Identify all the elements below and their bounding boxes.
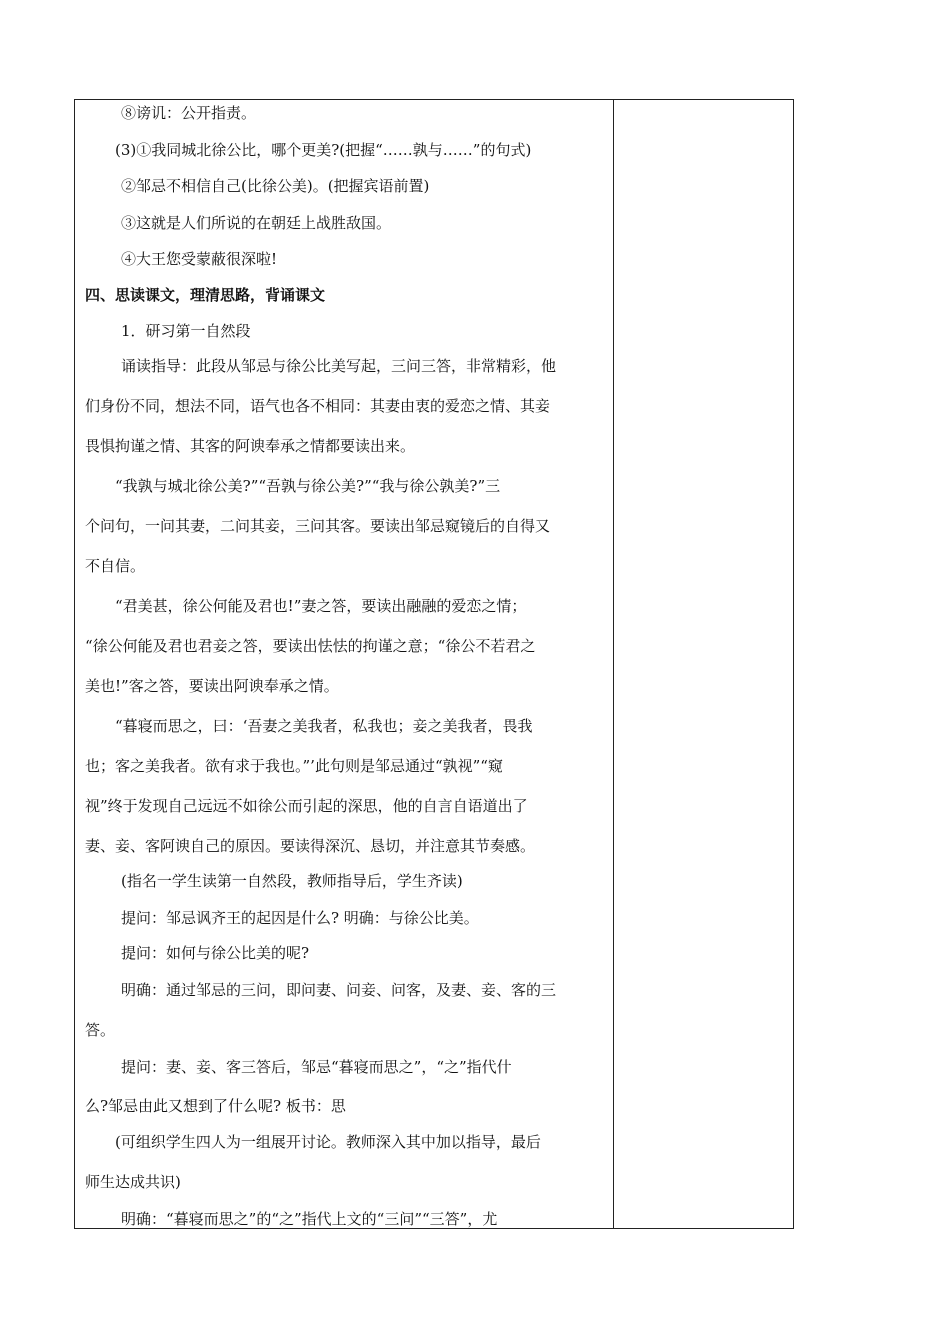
text-line: 明确：“暮寝而思之”的“之”指代上文的“三问”“三答”，尤 <box>121 1210 498 1228</box>
text-line: 答。 <box>85 1021 116 1039</box>
text-line: 1．研习第一自然段 <box>121 322 251 340</box>
lesson-table <box>74 99 794 1229</box>
column-divider <box>613 100 614 1228</box>
text-line: “君美甚，徐公何能及君也!”妻之答，要读出融融的爱恋之情； <box>115 597 527 615</box>
text-line: (指名一学生读第一自然段，教师指导后，学生齐读) <box>121 872 463 890</box>
text-line: “暮寝而思之，曰：‘吾妻之美我者，私我也；妾之美我者，畏我 <box>115 717 533 735</box>
text-line: 美也!”客之答，要读出阿谀奉承之情。 <box>85 677 339 695</box>
text-line: 么?邹忌由此又想到了什么呢? 板书：思 <box>85 1097 346 1115</box>
text-line: 妻、妾、客阿谀自己的原因。要读得深沉、恳切，并注意其节奏感。 <box>85 837 536 855</box>
text-line: 视”终于发现自己远远不如徐公而引起的深思，他的自言自语道出了 <box>85 797 528 815</box>
text-line: ②邹忌不相信自己(比徐公美)。(把握宾语前置) <box>121 177 430 195</box>
text-line: 师生达成共识) <box>85 1173 181 1191</box>
text-line: “我孰与城北徐公美?”“吾孰与徐公美?”“我与徐公孰美?”三 <box>115 477 501 495</box>
text-line: ④大王您受蒙蔽很深啦! <box>121 250 278 268</box>
text-line: ⑧谤讥：公开指责。 <box>121 104 257 122</box>
text-line: 也；客之美我者。欲有求于我也。”’此句则是邹忌通过“孰视”“窥 <box>85 757 503 775</box>
text-line: 提问：邹忌讽齐王的起因是什么? 明确：与徐公比美。 <box>121 909 479 927</box>
text-line: 个问句，一问其妻，二问其妾，三问其客。要读出邹忌窥镜后的自得又 <box>85 517 551 535</box>
text-line: 畏惧拘谨之情、其客的阿谀奉承之情都要读出来。 <box>85 437 416 455</box>
text-line: 提问：妻、妾、客三答后，邹忌“暮寝而思之”，“之”指代什 <box>121 1058 512 1076</box>
text-line: 们身份不同，想法不同，语气也各不相同：其妻由衷的爱恋之情、其妾 <box>85 397 551 415</box>
section-heading: 四、思读课文，理清思路，背诵课文 <box>85 286 326 304</box>
text-line: 诵读指导：此段从邹忌与徐公比美写起，三问三答，非常精彩，他 <box>121 357 557 375</box>
text-line: (可组织学生四人为一组展开讨论。教师深入其中加以指导，最后 <box>115 1133 541 1151</box>
text-line: (3)①我同城北徐公比，哪个更美?(把握“……孰与……”的句式) <box>115 141 532 159</box>
text-line: ③这就是人们所说的在朝廷上战胜敌国。 <box>121 214 392 232</box>
text-line: 明确：通过邹忌的三问，即问妻、问妾、问客，及妻、妾、客的三 <box>121 981 557 999</box>
text-line: “徐公何能及君也君妾之答，要读出怯怯的拘谨之意；“徐公不若君之 <box>85 637 536 655</box>
text-line: 提问：如何与徐公比美的呢? <box>121 944 310 962</box>
text-line: 不自信。 <box>85 557 146 575</box>
